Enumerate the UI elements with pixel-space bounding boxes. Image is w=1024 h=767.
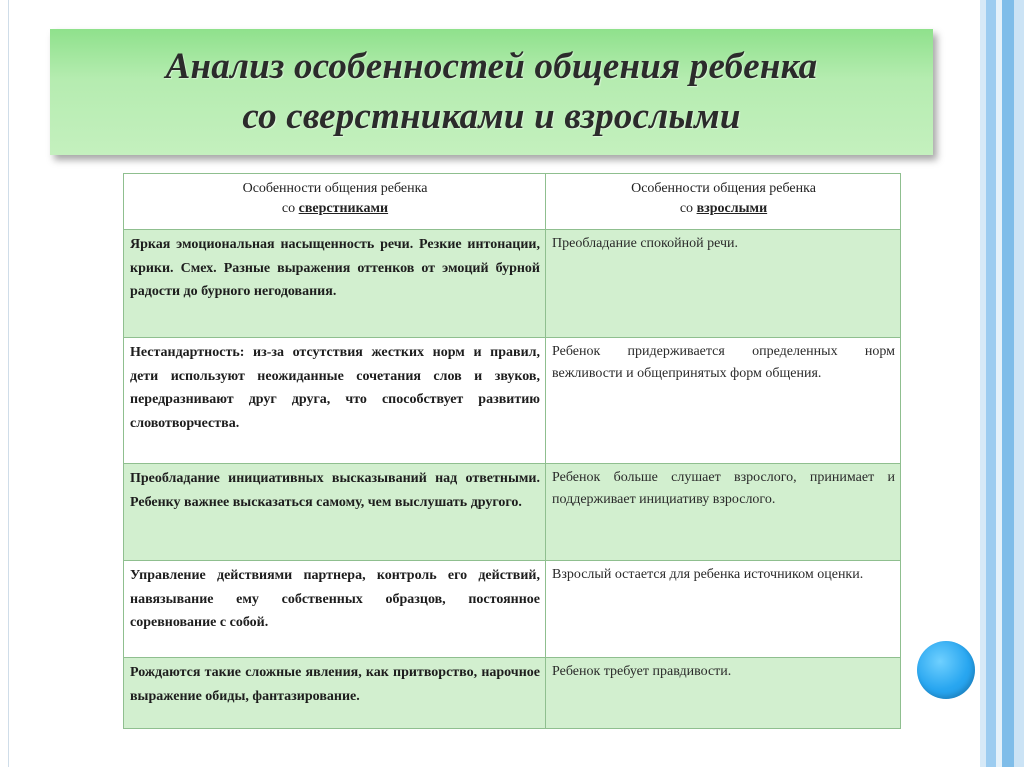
- header-peers: [124, 174, 546, 230]
- table-row: [124, 338, 901, 464]
- header-peers-prefix: со: [281, 201, 299, 216]
- decorative-stripes: [980, 0, 1024, 767]
- decorative-circle: [917, 641, 975, 699]
- table-row: [124, 561, 901, 658]
- header-adults: [546, 174, 901, 230]
- cell-peers: Управление действиями партнера, контроль его действий, навязывание ему собственных образцов, постоянное соревнование с собой.: [124, 561, 546, 658]
- comparison-table: [123, 173, 901, 729]
- slide-title-line-2: со сверстниками и взрослыми: [242, 96, 741, 137]
- cell-adults: Ребенок требует правдивости.: [546, 658, 901, 729]
- slide-title-line-1: Анализ особенностей общения ребенка: [165, 46, 818, 87]
- slide-title-box: [50, 29, 933, 155]
- cell-adults: Ребенок больше слушает взрослого, принимает и поддерживает инициативу взрослого.: [546, 464, 901, 561]
- table-row: [124, 464, 901, 561]
- header-adults-line1: Особенности общения ребенка: [631, 181, 816, 196]
- cell-peers: Яркая эмоциональная насыщенность речи. Резкие интонации, крики. Смех. Разные выражения оттенков от эмоций бурной радости до бурного негодования.: [124, 230, 546, 338]
- header-adults-prefix: со: [679, 201, 697, 216]
- header-adults-underlined: взрослыми: [696, 201, 768, 216]
- cell-peers: Рождаются такие сложные явления, как притворство, нарочное выражение обиды, фантазирование.: [124, 658, 546, 729]
- cell-adults: Ребенок придерживается определенных норм вежливости и общепринятых форм общения.: [546, 338, 901, 464]
- cell-adults: Взрослый остается для ребенка источником оценки.: [546, 561, 901, 658]
- cell-peers: Преобладание инициативных высказываний над ответными. Ребенку важнее высказаться самому, чем выслушать другого.: [124, 464, 546, 561]
- cell-adults: Преобладание спокойной речи.: [546, 230, 901, 338]
- table-row: [124, 658, 901, 729]
- table-header-row: [124, 174, 901, 230]
- cell-peers: Нестандартность: из-за отсутствия жестких норм и правил, дети используют неожиданные сочетания слов и звуков, передразнивают друг друга, что способствует развитию словотворчества.: [124, 338, 546, 464]
- table-row: [124, 230, 901, 338]
- header-peers-underlined: сверстниками: [298, 201, 389, 216]
- frame-line: [8, 0, 9, 767]
- header-peers-line1: Особенности общения ребенка: [242, 181, 428, 196]
